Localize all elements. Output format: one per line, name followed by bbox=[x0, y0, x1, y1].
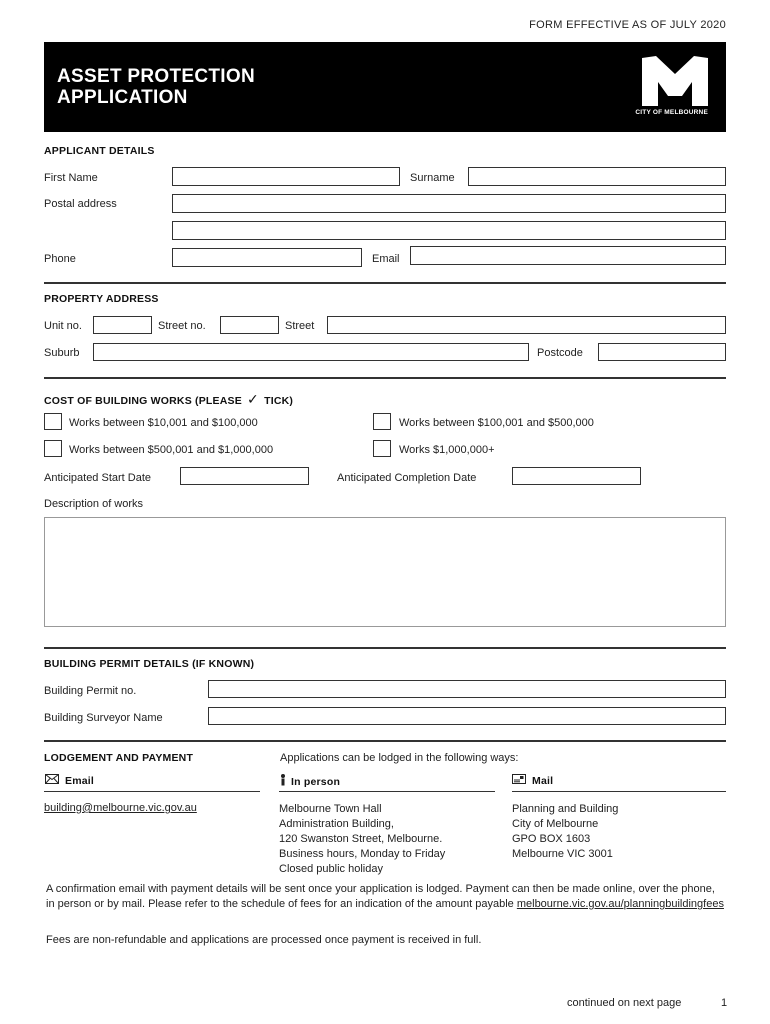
building-permit-no-input[interactable] bbox=[208, 680, 726, 698]
street-input[interactable] bbox=[327, 316, 726, 334]
postal-address-input-line2[interactable] bbox=[172, 221, 726, 240]
works-500001-1000000-label: Works between $500,001 and $1,000,000 bbox=[69, 444, 274, 456]
anticipated-completion-date-label: Anticipated Completion Date bbox=[337, 472, 477, 484]
mail-column-rule bbox=[512, 791, 726, 792]
surname-label: Surname bbox=[410, 172, 455, 184]
email-input[interactable] bbox=[410, 246, 726, 265]
postal-address-input-line1[interactable] bbox=[172, 194, 726, 213]
in-person-line: 120 Swanston Street, Melbourne. bbox=[279, 833, 443, 845]
mail-line: Planning and Building bbox=[512, 803, 619, 815]
section-divider bbox=[44, 647, 726, 649]
works-10001-100000-label: Works between $10,001 and $100,000 bbox=[69, 417, 258, 429]
section-divider bbox=[44, 377, 726, 379]
suburb-label: Suburb bbox=[44, 347, 80, 359]
form-effective-note: FORM EFFECTIVE AS OF JULY 2020 bbox=[529, 19, 726, 31]
section-divider bbox=[44, 740, 726, 742]
in-person-column-rule bbox=[279, 791, 495, 792]
mail-method-heading: Mail bbox=[532, 775, 554, 787]
page-title: ASSET PROTECTION APPLICATION bbox=[57, 66, 255, 108]
lodgement-email-link[interactable]: building@melbourne.vic.gov.au bbox=[44, 802, 197, 814]
anticipated-start-date-label: Anticipated Start Date bbox=[44, 472, 152, 484]
cost-heading-text-tail: TICK) bbox=[264, 395, 294, 407]
mail-line: Melbourne VIC 3001 bbox=[512, 848, 613, 860]
cost-of-building-works-heading bbox=[44, 391, 293, 408]
street-no-input[interactable] bbox=[220, 316, 279, 334]
phone-input[interactable] bbox=[172, 248, 362, 267]
description-of-works-label: Description of works bbox=[44, 498, 144, 510]
street-label: Street bbox=[285, 320, 315, 332]
anticipated-start-date-input[interactable] bbox=[180, 467, 309, 485]
first-name-input[interactable] bbox=[172, 167, 400, 186]
continued-note: continued on next page bbox=[567, 997, 682, 1009]
envelope-icon bbox=[45, 774, 59, 784]
fees-schedule-link[interactable]: melbourne.vic.gov.au/planningbuildingfees bbox=[516, 898, 724, 910]
checkbox-works-500001-1000000[interactable] bbox=[44, 440, 62, 457]
header-banner bbox=[44, 42, 726, 132]
mail-line: GPO BOX 1603 bbox=[512, 833, 591, 845]
surname-input[interactable] bbox=[468, 167, 726, 186]
mail-line: City of Melbourne bbox=[512, 818, 599, 830]
in-person-line: Business hours, Monday to Friday bbox=[279, 848, 446, 860]
checkbox-works-1000000-plus[interactable] bbox=[373, 440, 391, 457]
building-permit-no-label: Building Permit no. bbox=[44, 685, 137, 697]
refund-note: Fees are non-refundable and applications are processed once payment is received in full. bbox=[46, 934, 482, 946]
in-person-method-heading: In person bbox=[291, 776, 341, 788]
cost-heading-text: COST OF BUILDING WORKS (PLEASE bbox=[44, 395, 242, 407]
anticipated-completion-date-input[interactable] bbox=[512, 467, 641, 485]
building-surveyor-name-input[interactable] bbox=[208, 707, 726, 725]
building-permit-details-heading: BUILDING PERMIT DETAILS (IF KNOWN) bbox=[44, 658, 255, 670]
person-icon bbox=[280, 774, 286, 786]
applicant-details-heading: APPLICANT DETAILS bbox=[44, 145, 155, 157]
section-divider bbox=[44, 282, 726, 284]
city-of-melbourne-logo-icon bbox=[642, 56, 708, 106]
building-surveyor-name-label: Building Surveyor Name bbox=[44, 712, 163, 724]
street-no-label: Street no. bbox=[158, 320, 206, 332]
mail-address bbox=[512, 802, 618, 862]
checkbox-works-10001-100000[interactable] bbox=[44, 413, 62, 430]
email-label: Email bbox=[372, 253, 400, 265]
logo-text: CITY OF MELBOURNE bbox=[635, 109, 708, 116]
postal-address-label: Postal address bbox=[44, 198, 117, 210]
lodgement-intro: Applications can be lodged in the following ways: bbox=[280, 752, 519, 764]
tick-icon: ✓ bbox=[247, 391, 259, 407]
postcode-label: Postcode bbox=[537, 347, 583, 359]
confirmation-note bbox=[46, 882, 726, 912]
unit-no-input[interactable] bbox=[93, 316, 152, 334]
works-1000000-plus-label: Works $1,000,000+ bbox=[399, 444, 495, 456]
description-of-works-textarea[interactable] bbox=[44, 517, 726, 627]
checkbox-works-100001-500000[interactable] bbox=[373, 413, 391, 430]
postcode-input[interactable] bbox=[598, 343, 726, 361]
in-person-line: Closed public holiday bbox=[279, 863, 383, 875]
first-name-label: First Name bbox=[44, 172, 98, 184]
in-person-line: Administration Building, bbox=[279, 818, 394, 830]
email-method-heading: Email bbox=[65, 775, 95, 787]
works-100001-500000-label: Works between $100,001 and $500,000 bbox=[399, 417, 594, 429]
lodgement-and-payment-heading: LODGEMENT AND PAYMENT bbox=[44, 752, 194, 764]
email-column-rule bbox=[44, 791, 260, 792]
page-number: 1 bbox=[721, 997, 728, 1009]
in-person-address bbox=[279, 802, 445, 877]
suburb-input[interactable] bbox=[93, 343, 529, 361]
unit-no-label: Unit no. bbox=[44, 320, 82, 332]
phone-label: Phone bbox=[44, 253, 76, 265]
mail-icon bbox=[512, 774, 526, 784]
property-address-heading: PROPERTY ADDRESS bbox=[44, 293, 159, 305]
confirmation-text: A confirmation email with payment details will be sent once your application is lodged. Payment can then be made online, over the phone, in person or by mail. Please refer to the schedule of fees for an indication of the amount payable bbox=[46, 883, 715, 910]
in-person-line: Melbourne Town Hall bbox=[279, 803, 382, 815]
